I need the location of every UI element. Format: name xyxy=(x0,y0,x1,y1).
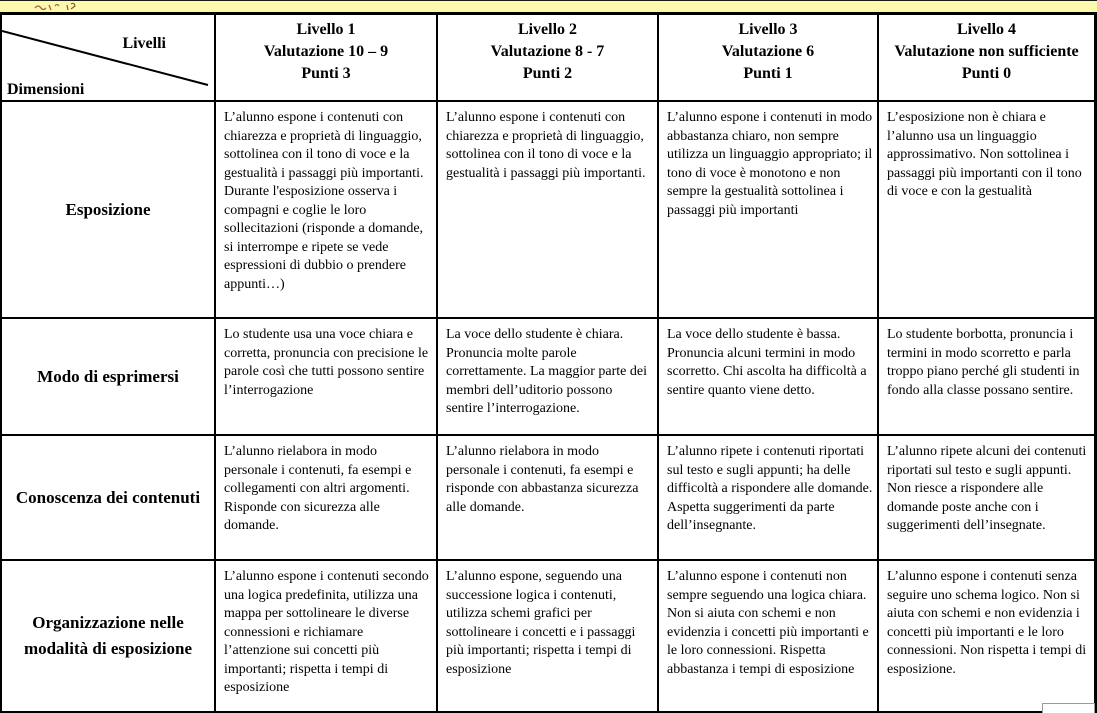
corner-label-dimensioni: Dimensioni xyxy=(7,81,85,98)
corner-label-livelli: Livelli xyxy=(122,35,166,52)
level-punti: Punti 2 xyxy=(522,65,573,82)
level-punti: Punti 1 xyxy=(743,65,793,82)
rubric-cell: L’alunno espone, seguendo una successione logica i contenuti, utilizza schemi grafici per sottolineare i concetti e i passaggi più importanti; rispetta i tempi di esposizione xyxy=(438,561,659,713)
highlight-strip xyxy=(0,0,1097,12)
level-title: Livello 2 xyxy=(517,21,578,38)
rubric-cell: L’esposizione non è chiara e l’alunno usa un linguaggio approssimativo. Non sottolinea i passaggi più importanti con il tono di voce e con la gestualità xyxy=(879,102,1094,319)
cut-off-text-fragment xyxy=(33,2,93,12)
dimension-label-esposizione: Esposizione xyxy=(2,102,216,319)
rubric-cell: L’alunno rielabora in modo personale i contenuti, fa esempi e risponde con abbastanza sicurezza alle domande. xyxy=(438,436,659,561)
rubric-table xyxy=(0,12,1097,713)
rubric-cell: L’alunno espone i contenuti non sempre seguendo una logica chiara. Non si aiuta con schemi e non evidenzia i concetti più importanti e le loro connessioni. Rispetta abbastanza i tempi di esposizione xyxy=(659,561,879,713)
rubric-cell: L’alunno espone i contenuti senza seguire uno schema logico. Non si aiuta con schemi e non evidenzia i concetti più importanti e le loro connessioni. Non rispetta i tempi di esposizione. xyxy=(879,561,1094,713)
rubric-cell: L’alunno espone i contenuti secondo una logica predefinita, utilizza una mappa per sottolineare le diverse connessioni e richiamare l’attenzione sui concetti più importanti; rispetta i tempi di esposizione xyxy=(216,561,438,713)
level-punti: Punti 0 xyxy=(961,65,1012,82)
rubric-cell: L’alunno ripete i contenuti riportati sul testo e sugli appunti; ha delle difficoltà a rispondere alle domande. Aspetta suggerimenti da parte dell’insegnante. xyxy=(659,436,879,561)
dimension-label-modo-di-esprimersi: Modo di esprimersi xyxy=(2,319,216,436)
rubric-cell: L’alunno espone i contenuti con chiarezza e proprietà di linguaggio, sottolinea con il tono di voce e la gestualità i passaggi più importanti. Durante l'esposizione osserva i compagni e coglie le loro sollecitazioni (risponde a domande, si interrompe e ripete se vede espressioni di dubbio o prendere appunti…) xyxy=(216,102,438,319)
dimension-label-organizzazione: Organizzazione nelle modalità di esposizione xyxy=(2,561,216,713)
level-valutazione: Valutazione non sufficiente xyxy=(894,43,1079,60)
bottom-right-box xyxy=(1042,703,1095,713)
header-cell-livello-4 xyxy=(879,15,1094,102)
level-valutazione: Valutazione 8 - 7 xyxy=(490,43,605,60)
level-punti: Punti 3 xyxy=(301,65,351,82)
rubric-cell: L’alunno espone i contenuti in modo abbastanza chiaro, non sempre utilizza un linguaggio appropriato; il tono di voce è monotono e non sempre la gestualità sottolinea i passaggi più importanti xyxy=(659,102,879,319)
rubric-cell: La voce dello studente è chiara. Pronuncia molte parole correttamente. La maggior parte dei membri dell’uditorio possono sentire l’interrogazione. xyxy=(438,319,659,436)
level-title: Livello 1 xyxy=(296,21,356,38)
dimension-label-conoscenza-dei-contenuti: Conoscenza dei contenuti xyxy=(2,436,216,561)
rubric-cell: La voce dello studente è bassa. Pronuncia alcuni termini in modo scorretto. Chi ascolta ha difficoltà a sentire quanto viene detto. xyxy=(659,319,879,436)
level-valutazione: Valutazione 10 – 9 xyxy=(263,43,389,60)
header-cell-livello-2 xyxy=(438,15,659,102)
rubric-cell: L’alunno espone i contenuti con chiarezza e proprietà di linguaggio, sottolinea con il tono di voce e la gestualità i passaggi più importanti. xyxy=(438,102,659,319)
level-valutazione: Valutazione 6 xyxy=(721,43,815,60)
level-title: Livello 3 xyxy=(738,21,798,38)
corner-cell xyxy=(2,15,216,102)
level-title: Livello 4 xyxy=(956,21,1017,38)
rubric-cell: L’alunno ripete alcuni dei contenuti riportati sul testo e sugli appunti. Non riesce a rispondere alle domande poste anche con i suggerimenti dell’insegnate. xyxy=(879,436,1094,561)
rubric-cell: Lo studente usa una voce chiara e corretta, pronuncia con precisione le parole così che tutti possono sentire l’interrogazione xyxy=(216,319,438,436)
rubric-cell: Lo studente borbotta, pronuncia i termini in modo scorretto e parla troppo piano perché gli studenti in fondo alla classe possano sentire. xyxy=(879,319,1094,436)
header-cell-livello-1 xyxy=(216,15,438,102)
header-cell-livello-3 xyxy=(659,15,879,102)
rubric-cell: L’alunno rielabora in modo personale i contenuti, fa esempi e collegamenti con altri argomenti. Risponde con sicurezza alle domande. xyxy=(216,436,438,561)
